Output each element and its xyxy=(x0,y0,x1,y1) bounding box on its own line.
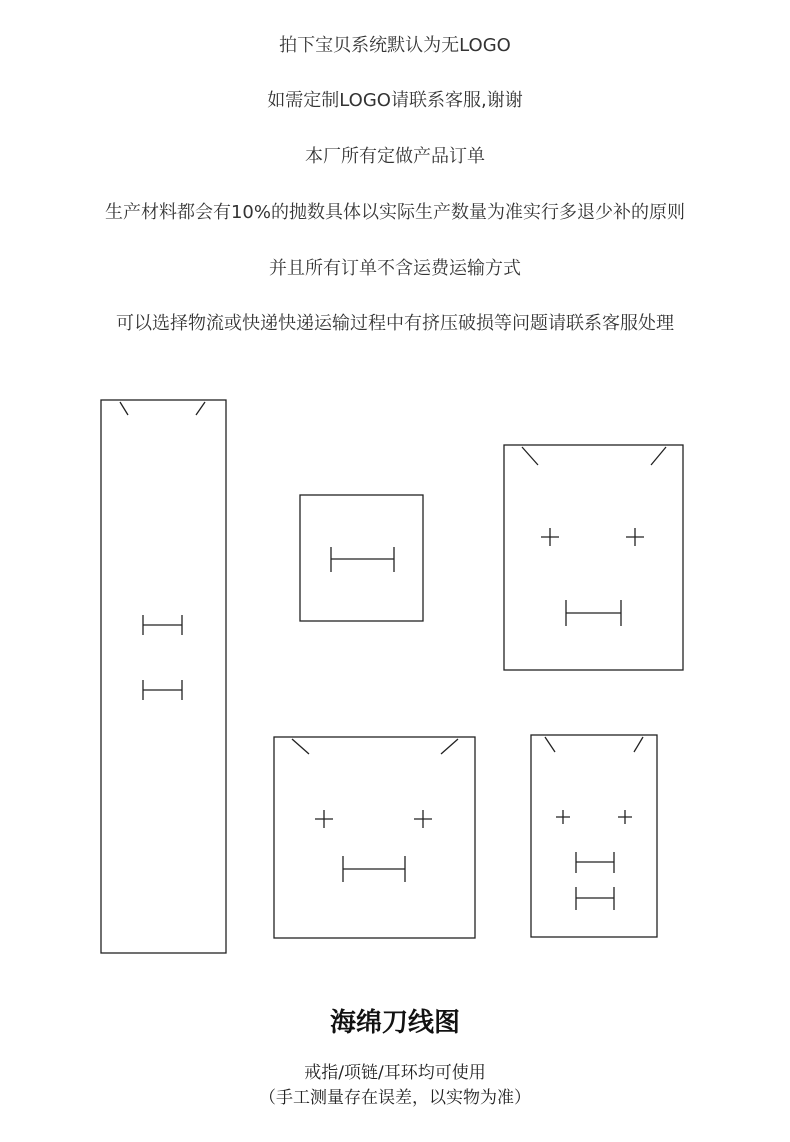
set-insert-small xyxy=(531,735,657,937)
diagram-subtitle-1: 戒指/项链/耳环均可使用 xyxy=(304,1063,486,1083)
note-line-3: 本厂所有定做产品订单 xyxy=(305,146,485,167)
diagram-title: 海绵刀线图 xyxy=(329,1008,460,1038)
note-line-5: 并且所有订单不含运费运输方式 xyxy=(269,258,521,279)
note-line-6: 可以选择物流或快递快递运输过程中有挤压破损等问题请联系客服处理 xyxy=(116,313,674,334)
diagram-subtitle-2: （手工测量存在误差，以实物为准） xyxy=(259,1088,531,1108)
set-insert-medium xyxy=(274,737,475,938)
note-line-1: 拍下宝贝系统默认为无LOGO xyxy=(279,35,511,56)
ring-insert xyxy=(300,495,423,621)
set-insert-large xyxy=(504,445,683,670)
note-line-2: 如需定制LOGO请联系客服,谢谢 xyxy=(267,90,523,111)
long-insert xyxy=(101,400,226,953)
note-line-4: 生产材料都会有10%的抛数具体以实际生产数量为准实行多退少补的原则 xyxy=(104,202,685,223)
